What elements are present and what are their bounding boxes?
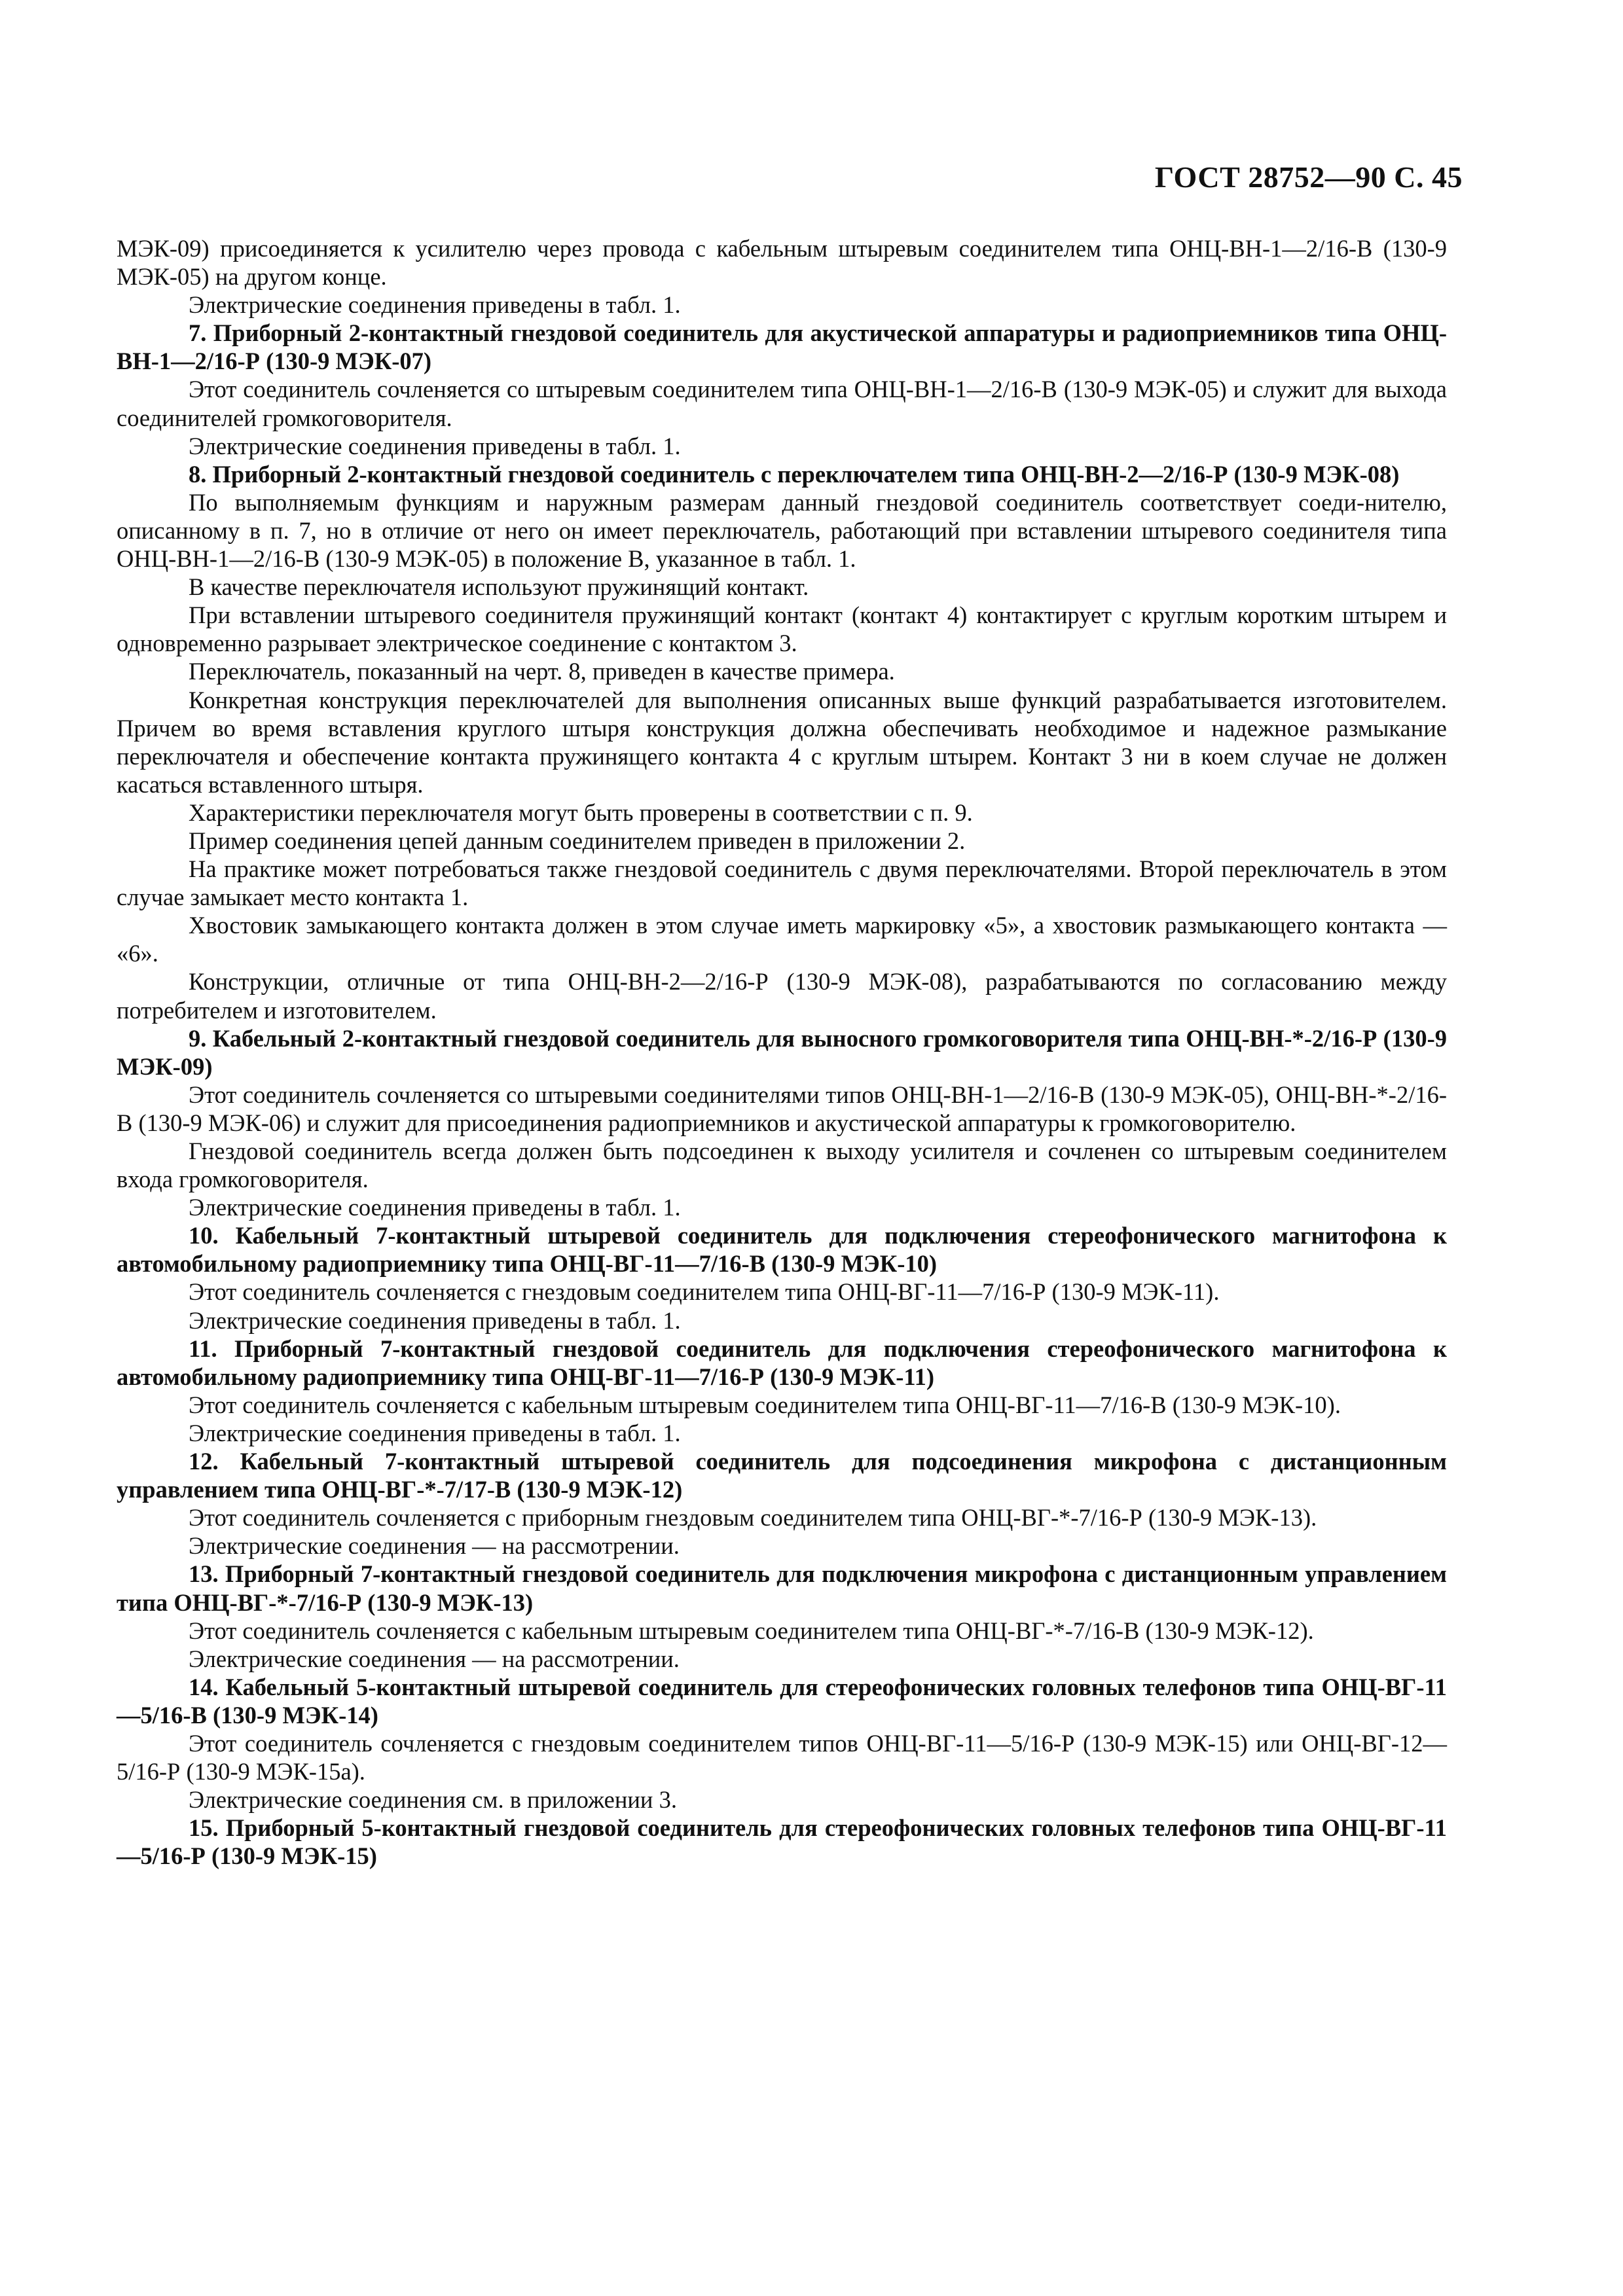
paragraph: Этот соединитель сочленяется с кабельным штыревым соединителем типа ОНЦ-ВГ-11—7/16-В (130-9 МЭК-10). <box>189 1391 1341 1418</box>
section-heading-13: 13. Приборный 7-контактный гнездовой соединитель для подключения микрофона с дистанционным управлением типа ОНЦ-ВГ-*-7/16-Р (130-9 МЭК-13) <box>117 1560 1447 1616</box>
section-heading-10: 10. Кабельный 7-контактный штыревой соединитель для подключения стереофонического магнитофона к автомобильному радиоприемнику типа ОНЦ-ВГ-11—7/16-В (130-9 МЭК-10) <box>117 1222 1447 1278</box>
paragraph: Пример соединения цепей данным соединителем приведен в приложении 2. <box>189 827 966 854</box>
page-header: ГОСТ 28752—90 С. 45 <box>1154 160 1463 194</box>
section-heading-8: 8. Приборный 2-контактный гнездовой соединитель с переключателем типа ОНЦ-ВН-2—2/16-Р (130-9 МЭК-08) <box>189 460 1400 488</box>
paragraph: Характеристики переключателя могут быть проверены в соответствии с п. 9. <box>189 798 973 826</box>
section-heading-9: 9. Кабельный 2-контактный гнездовой соединитель для выносного громкоговорителя типа ОНЦ-ВН-*-2/16-Р (130-9 МЭК-09) <box>117 1024 1447 1080</box>
paragraph: Конструкции, отличные от типа ОНЦ-ВН-2—2/16-Р (130-9 МЭК-08), разрабатываются по согласованию между потребителем и изготовителем. <box>117 968 1447 1024</box>
paragraph: Этот соединитель сочленяется с кабельным штыревым соединителем типа ОНЦ-ВГ-*-7/16-В (130-9 МЭК-12). <box>189 1617 1314 1644</box>
paragraph: Этот соединитель сочленяется с гнездовым соединителем типов ОНЦ-ВГ-11—5/16-Р (130-9 МЭК-15) или ОНЦ-ВГ-12—5/16-Р (130-9 МЭК-15а). <box>117 1729 1447 1785</box>
paragraph: Этот соединитель сочленяется со штыревыми соединителями типов ОНЦ-ВН-1—2/16-В (130-9 МЭК-05), ОНЦ-ВН-*-2/16-В (130-9 МЭК-06) и служит для присоединения радиоприемников и акустической аппаратуры к громкоговорителю. <box>117 1081 1447 1136</box>
paragraph: Этот соединитель сочленяется с гнездовым соединителем типа ОНЦ-ВГ-11—7/16-Р (130-9 МЭК-11). <box>189 1278 1220 1306</box>
paragraph: Этот соединитель сочленяется со штыревым соединителем типа ОНЦ-ВН-1—2/16-В (130-9 МЭК-05) и служит для выхода соединителей громкоговорителя. <box>117 376 1447 431</box>
paragraph: Электрические соединения — на рассмотрении. <box>189 1532 680 1560</box>
paragraph: Электрические соединения приведены в табл. 1. <box>189 432 681 459</box>
paragraph: Электрические соединения — на рассмотрении. <box>189 1645 680 1672</box>
paragraph-continuation: МЭК-09) присоединяется к усилителю через провода с кабельным штыревым соединителем типа ОНЦ-ВН-1—2/16-В (130-9 МЭК-05) на другом конце. <box>117 235 1447 291</box>
paragraph: В качестве переключателя используют пружинящий контакт. <box>189 573 809 601</box>
section-heading-11: 11. Приборный 7-контактный гнездовой соединитель для подключения стереофонического магнитофона к автомобильному радиоприемнику типа ОНЦ-ВГ-11—7/16-Р (130-9 МЭК-11) <box>117 1335 1447 1390</box>
paragraph: Этот соединитель сочленяется с приборным гнездовым соединителем типа ОНЦ-ВГ-*-7/16-Р (130-9 МЭК-13). <box>189 1504 1317 1532</box>
paragraph: Хвостовик замыкающего контакта должен в этом случае иметь маркировку «5», а хвостовик размыкающего контакта — «6». <box>117 912 1447 967</box>
paragraph: По выполняемым функциям и наружным размерам данный гнездовой соединитель соответствует соеди-нителю, описанному в п. 7, но в отличие от него он имеет переключатель, работающий при вставлении штыревого соединителя типа ОНЦ-ВН-1—2/16-В (130-9 МЭК-05) в положение В, указанное в табл. 1. <box>117 488 1447 573</box>
paragraph: Электрические соединения приведены в табл. 1. <box>189 1419 681 1446</box>
section-heading-14: 14. Кабельный 5-контактный штыревой соединитель для стереофонических головных телефонов типа ОНЦ-ВГ-11—5/16-В (130-9 МЭК-14) <box>117 1673 1447 1729</box>
paragraph: Конкретная конструкция переключателей для выполнения описанных выше функций разрабатывается изготовителем. Причем во время вставления круглого штыря конструкция должна обеспечивать необходимое и надежное размыкание переключателя и обеспечение контакта пружинящего контакта 4 с круглым штырем. Контакт 3 ни в коем случае не должен касаться вставленного штыря. <box>117 686 1447 798</box>
paragraph: Переключатель, показанный на черт. 8, приведен в качестве примера. <box>189 658 895 685</box>
paragraph: Электрические соединения приведены в табл. 1. <box>189 291 681 319</box>
paragraph: Электрические соединения приведены в табл. 1. <box>189 1194 681 1221</box>
paragraph: Гнездовой соединитель всегда должен быть подсоединен к выходу усилителя и сочленен со штыревым соединителем входа громкоговорителя. <box>117 1138 1447 1193</box>
paragraph: Электрические соединения см. в приложении 3. <box>189 1786 677 1814</box>
section-heading-7: 7. Приборный 2-контактный гнездовой соединитель для акустической аппаратуры и радиоприемников типа ОНЦ-ВН-1—2/16-Р (130-9 МЭК-07) <box>117 319 1447 375</box>
paragraph: На практике может потребоваться также гнездовой соединитель с двумя переключателями. Второй переключатель в этом случае замыкает место контакта 1. <box>117 855 1447 911</box>
section-heading-12: 12. Кабельный 7-контактный штыревой соединитель для подсоединения микрофона с дистанционным управлением типа ОНЦ-ВГ-*-7/17-В (130-9 МЭК-12) <box>117 1448 1447 1503</box>
document-body <box>117 234 1447 1870</box>
paragraph: Электрические соединения приведены в табл. 1. <box>189 1306 681 1334</box>
paragraph: При вставлении штыревого соединителя пружинящий контакт (контакт 4) контактирует с круглым коротким штырем и одновременно разрывает электрическое соединение с контактом 3. <box>117 601 1447 657</box>
section-heading-15: 15. Приборный 5-контактный гнездовой соединитель для стереофонических головных телефонов типа ОНЦ-ВГ-11—5/16-Р (130-9 МЭК-15) <box>117 1814 1447 1870</box>
